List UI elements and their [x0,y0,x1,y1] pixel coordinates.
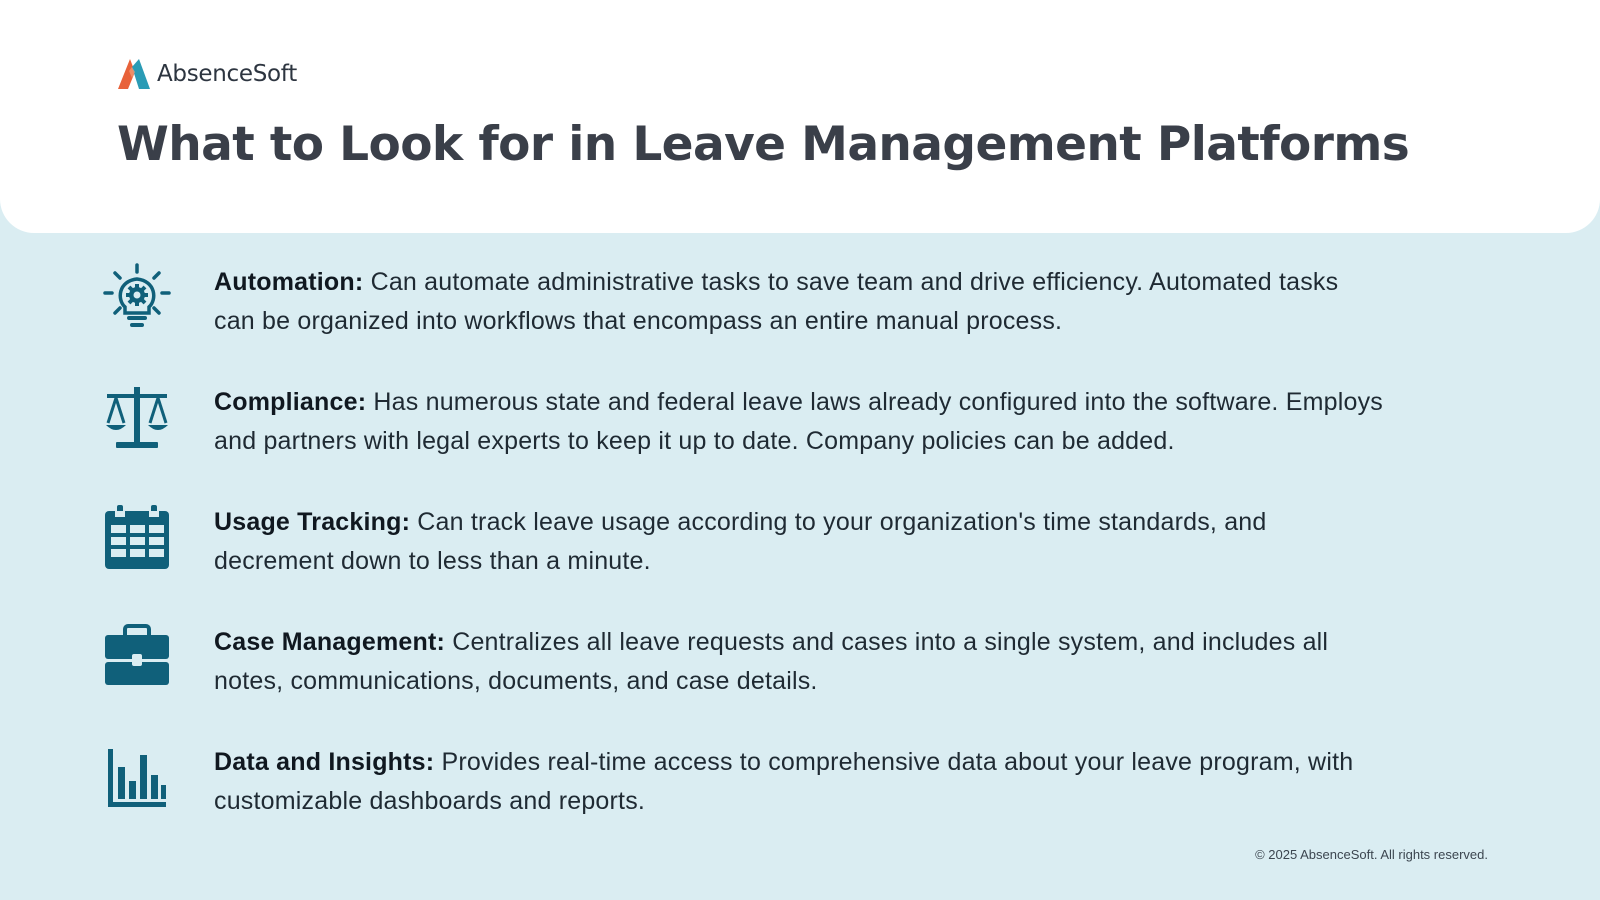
absencesoft-logo-icon [117,58,151,90]
feature-item-compliance [0,383,1600,493]
bar-chart-icon [103,743,171,813]
header-panel [0,0,1600,233]
feature-label: Usage Tracking: [214,508,411,536]
scales-icon [103,383,171,453]
brand-name: AbsenceSoft [157,61,297,87]
feature-text [214,743,1384,821]
lightbulb-gear-icon [103,263,171,333]
feature-label: Automation: [214,268,364,296]
page-title: What to Look for in Leave Management Platforms [117,117,1410,172]
feature-description: Has numerous state and federal leave laws already configured into the software. Employs and partners with legal experts to keep it up to date. Company policies can be added. [214,388,1383,455]
feature-description: Can track leave usage according to your organization's time standards, and decrement down to less than a minute. [214,508,1267,575]
feature-label: Data and Insights: [214,748,435,776]
feature-item-data-and-insights [0,743,1600,853]
briefcase-icon [103,623,171,693]
feature-text [214,503,1384,581]
feature-text [214,383,1384,461]
copyright-notice: © 2025 AbsenceSoft. All rights reserved. [1255,847,1488,862]
feature-description: Provides real-time access to comprehensive data about your leave program, with customizable dashboards and reports. [214,748,1354,815]
feature-text [214,263,1384,341]
calendar-icon [103,503,171,573]
feature-item-usage-tracking [0,503,1600,613]
feature-label: Case Management: [214,628,446,656]
feature-label: Compliance: [214,388,367,416]
feature-description: Can automate administrative tasks to save team and drive efficiency. Automated tasks can be organized into workflows that encompass an entire manual process. [214,268,1339,335]
feature-text [214,623,1384,701]
feature-item-case-management [0,623,1600,733]
brand-logo[interactable] [117,58,297,90]
feature-item-automation [0,263,1600,373]
feature-description: Centralizes all leave requests and cases into a single system, and includes all notes, communications, documents, and case details. [214,628,1329,695]
